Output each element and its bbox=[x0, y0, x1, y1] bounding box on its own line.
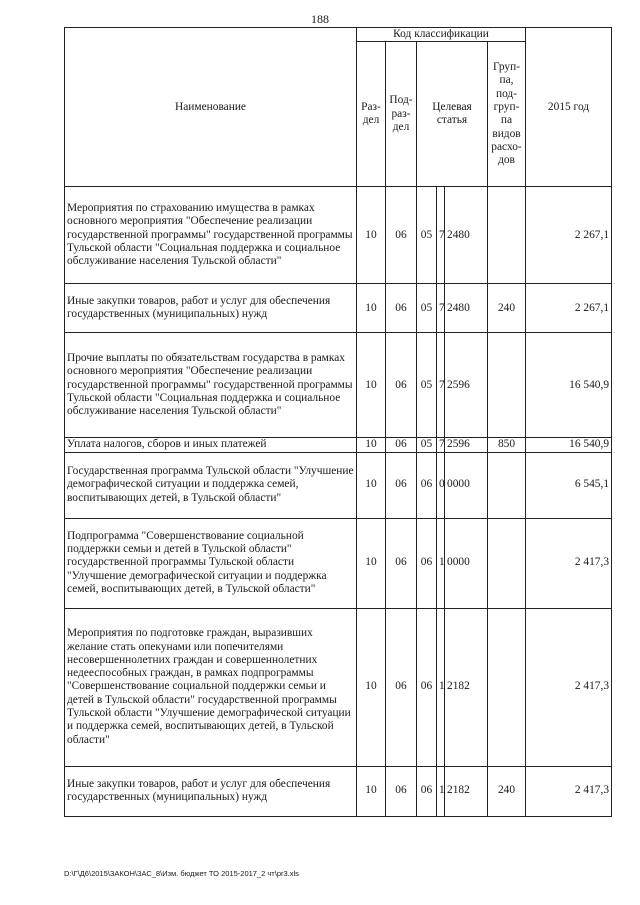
row-podrazdel: 06 bbox=[386, 518, 417, 608]
row-target-article-part1: 06 bbox=[417, 608, 437, 766]
row-name: Подпрограмма "Совершенствование социальной поддержки семьи и детей в Тульской области" государственной программы Тульской области "Улучшение демографической ситуации и поддержка семей, воспитывающих детей, в Тульской области" bbox=[65, 518, 357, 608]
row-expense-type bbox=[488, 187, 526, 284]
row-expense-type: 850 bbox=[488, 438, 526, 452]
row-podrazdel: 06 bbox=[386, 284, 417, 333]
header-expense-type: Груп- па, под- груп- па видов расхо- дов bbox=[488, 42, 526, 187]
row-amount: 16 540,9 bbox=[526, 438, 612, 452]
row-name: Иные закупки товаров, работ и услуг для обеспечения государственных (муниципальных) нужд bbox=[65, 766, 357, 816]
row-amount: 2 267,1 bbox=[526, 187, 612, 284]
row-target-article-part2: 1 bbox=[437, 608, 445, 766]
row-target-article-part1: 05 bbox=[417, 284, 437, 333]
row-razdel: 10 bbox=[357, 766, 386, 816]
row-target-article-part2: 7 bbox=[437, 438, 445, 452]
row-podrazdel: 06 bbox=[386, 452, 417, 518]
row-expense-type: 240 bbox=[488, 284, 526, 333]
row-podrazdel: 06 bbox=[386, 766, 417, 816]
row-target-article-part3: 0000 bbox=[445, 452, 488, 518]
row-target-article-part3: 2480 bbox=[445, 187, 488, 284]
table-row bbox=[65, 518, 612, 608]
row-target-article-part3: 2596 bbox=[445, 438, 488, 452]
row-target-article-part2: 1 bbox=[437, 518, 445, 608]
row-razdel: 10 bbox=[357, 284, 386, 333]
row-razdel: 10 bbox=[357, 187, 386, 284]
table-row bbox=[65, 608, 612, 766]
row-amount: 2 267,1 bbox=[526, 284, 612, 333]
row-name: Мероприятия по страхованию имущества в рамках основного мероприятия "Обеспечение реализации государственной программы" государственной программы Тульской области "Социальная поддержка и социальное обслуживание населения Тульской области" bbox=[65, 187, 357, 284]
header-section: Раз- дел bbox=[357, 42, 386, 187]
row-podrazdel: 06 bbox=[386, 333, 417, 438]
row-razdel: 10 bbox=[357, 608, 386, 766]
row-name: Мероприятия по подготовке граждан, выразивших желание стать опекунами или попечителями несовершеннолетних граждан и совершеннолетних недееспособных граждан, в рамках подпрограммы "Совершенствование социальной поддержки семьи и детей в Тульской области" государственной программы Тульской области "Улучшение демографической ситуации и поддержка семей, воспитывающих детей, в Тульской области" bbox=[65, 608, 357, 766]
row-target-article-part1: 05 bbox=[417, 438, 437, 452]
header-classification: Код классификации bbox=[357, 28, 526, 42]
row-razdel: 10 bbox=[357, 333, 386, 438]
row-target-article-part2: 0 bbox=[437, 452, 445, 518]
row-amount: 6 545,1 bbox=[526, 452, 612, 518]
row-target-article-part2: 7 bbox=[437, 284, 445, 333]
row-target-article-part3: 2182 bbox=[445, 766, 488, 816]
header-subsection: Под- раз- дел bbox=[386, 42, 417, 187]
table-row bbox=[65, 187, 612, 284]
row-expense-type bbox=[488, 452, 526, 518]
row-amount: 2 417,3 bbox=[526, 608, 612, 766]
row-name: Государственная программа Тульской области "Улучшение демографической ситуации и поддержка семей, воспитывающих детей, в Тульской области" bbox=[65, 452, 357, 518]
row-razdel: 10 bbox=[357, 452, 386, 518]
table-row bbox=[65, 438, 612, 452]
row-razdel: 10 bbox=[357, 438, 386, 452]
row-name: Уплата налогов, сборов и иных платежей bbox=[65, 438, 357, 452]
header-target-article: Целевая статья bbox=[417, 42, 488, 187]
table-row bbox=[65, 452, 612, 518]
row-target-article-part1: 05 bbox=[417, 333, 437, 438]
row-amount: 2 417,3 bbox=[526, 766, 612, 816]
row-podrazdel: 06 bbox=[386, 608, 417, 766]
row-expense-type bbox=[488, 518, 526, 608]
row-target-article-part3: 2182 bbox=[445, 608, 488, 766]
row-name: Иные закупки товаров, работ и услуг для обеспечения государственных (муниципальных) нужд bbox=[65, 284, 357, 333]
row-expense-type bbox=[488, 608, 526, 766]
row-podrazdel: 06 bbox=[386, 187, 417, 284]
row-target-article-part1: 06 bbox=[417, 766, 437, 816]
row-target-article-part3: 0000 bbox=[445, 518, 488, 608]
page-number: 188 bbox=[311, 12, 329, 26]
row-expense-type: 240 bbox=[488, 766, 526, 816]
header-year: 2015 год bbox=[526, 28, 612, 187]
table-row bbox=[65, 766, 612, 816]
table-row bbox=[65, 333, 612, 438]
row-amount: 2 417,3 bbox=[526, 518, 612, 608]
row-expense-type bbox=[488, 333, 526, 438]
row-target-article-part3: 2596 bbox=[445, 333, 488, 438]
budget-table bbox=[64, 27, 612, 817]
file-path-footer: D:\Г\Д6\2015\ЗАКОН\ЗАС_8\Изм. бюджет ТО 2015-2017_2 чт\pr3.xls bbox=[64, 869, 299, 878]
header-name: Наименование bbox=[65, 28, 357, 187]
row-razdel: 10 bbox=[357, 518, 386, 608]
row-amount: 16 540,9 bbox=[526, 333, 612, 438]
row-target-article-part1: 06 bbox=[417, 452, 437, 518]
row-name: Прочие выплаты по обязательствам государства в рамках основного мероприятия "Обеспечение реализации государственной программы" государственной программы Тульской области "Социальная поддержка и социальное обслуживание населения Тульской области" bbox=[65, 333, 357, 438]
row-podrazdel: 06 bbox=[386, 438, 417, 452]
row-target-article-part2: 7 bbox=[437, 187, 445, 284]
row-target-article-part2: 7 bbox=[437, 333, 445, 438]
row-target-article-part1: 06 bbox=[417, 518, 437, 608]
row-target-article-part3: 2480 bbox=[445, 284, 488, 333]
row-target-article-part2: 1 bbox=[437, 766, 445, 816]
row-target-article-part1: 05 bbox=[417, 187, 437, 284]
table-row bbox=[65, 284, 612, 333]
